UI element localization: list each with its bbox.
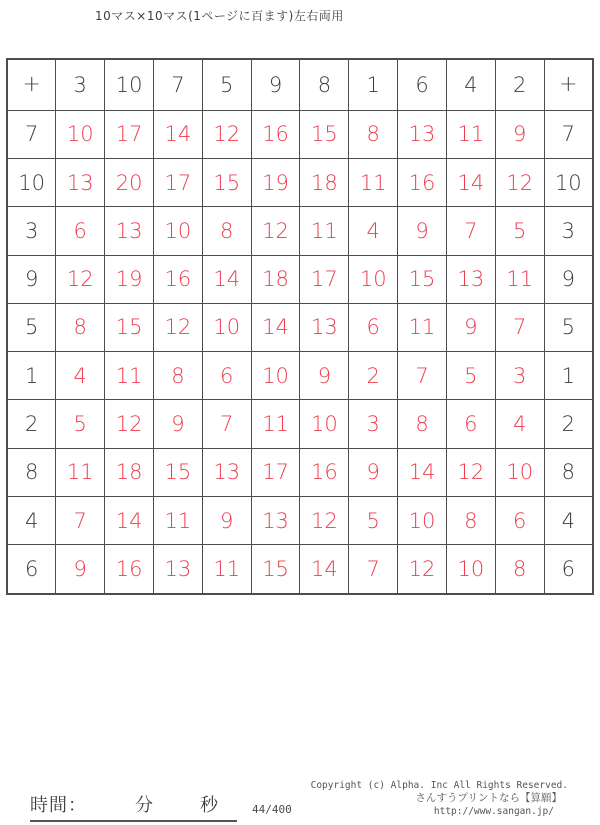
copyright-url: http://www.sangan.jp/ <box>433 806 554 817</box>
row-header-cell: 10 <box>544 158 593 206</box>
answer-cell: 15 <box>398 255 447 303</box>
answer-cell: 15 <box>202 158 251 206</box>
row-header-cell: 6 <box>7 545 56 594</box>
answer-cell: 11 <box>153 496 202 544</box>
answer-cell: 13 <box>446 255 495 303</box>
seconds-label: 秒 <box>200 795 219 816</box>
answer-cell: 11 <box>202 545 251 594</box>
answer-cell: 15 <box>251 545 300 594</box>
row-header-cell: 9 <box>7 255 56 303</box>
answer-cell: 2 <box>349 352 398 400</box>
answer-cell: 6 <box>202 352 251 400</box>
col-header-cell: 8 <box>300 59 349 110</box>
row-header-cell: 2 <box>544 400 593 448</box>
answer-cell: 10 <box>153 207 202 255</box>
answer-cell: 12 <box>398 545 447 594</box>
answer-cell: 11 <box>105 352 154 400</box>
grid-row <box>7 207 593 255</box>
answer-cell: 9 <box>495 110 544 158</box>
answer-cell: 12 <box>251 207 300 255</box>
answer-cell: 9 <box>349 448 398 496</box>
answer-cell: 6 <box>495 496 544 544</box>
answer-cell: 14 <box>300 545 349 594</box>
grid-row <box>7 400 593 448</box>
answer-cell: 8 <box>446 496 495 544</box>
answer-cell: 13 <box>398 110 447 158</box>
answer-cell: 7 <box>446 207 495 255</box>
answer-cell: 8 <box>153 352 202 400</box>
answer-cell: 14 <box>251 303 300 351</box>
answer-cell: 7 <box>202 400 251 448</box>
time-label: 時間： <box>30 795 87 816</box>
answer-cell: 11 <box>398 303 447 351</box>
answer-cell: 8 <box>56 303 105 351</box>
answer-cell: 12 <box>56 255 105 303</box>
answer-cell: 14 <box>398 448 447 496</box>
answer-cell: 12 <box>202 110 251 158</box>
col-header-cell: 1 <box>349 59 398 110</box>
grid-row <box>7 352 593 400</box>
answer-cell: 10 <box>300 400 349 448</box>
answer-cell: 14 <box>153 110 202 158</box>
answer-cell: 5 <box>349 496 398 544</box>
answer-cell: 7 <box>398 352 447 400</box>
answer-cell: 16 <box>398 158 447 206</box>
answer-cell: 9 <box>56 545 105 594</box>
answer-cell: 20 <box>105 158 154 206</box>
answer-cell: 4 <box>495 400 544 448</box>
row-header-cell: 1 <box>7 352 56 400</box>
col-header-cell: 4 <box>446 59 495 110</box>
answer-cell: 4 <box>349 207 398 255</box>
answer-cell: 17 <box>300 255 349 303</box>
answer-cell: 19 <box>105 255 154 303</box>
answer-cell: 10 <box>495 448 544 496</box>
answer-cell: 8 <box>349 110 398 158</box>
addition-grid <box>6 58 594 595</box>
operator-cell: + <box>7 59 56 110</box>
grid-row <box>7 110 593 158</box>
row-header-cell: 5 <box>7 303 56 351</box>
answer-cell: 7 <box>56 496 105 544</box>
answer-cell: 17 <box>153 158 202 206</box>
row-header-cell: 10 <box>7 158 56 206</box>
answer-cell: 3 <box>349 400 398 448</box>
answer-cell: 6 <box>349 303 398 351</box>
row-header-cell: 5 <box>544 303 593 351</box>
answer-cell: 10 <box>446 545 495 594</box>
answer-cell: 11 <box>300 207 349 255</box>
answer-cell: 11 <box>446 110 495 158</box>
answer-cell: 11 <box>251 400 300 448</box>
answer-cell: 9 <box>202 496 251 544</box>
answer-cell: 10 <box>349 255 398 303</box>
row-header-cell: 3 <box>7 207 56 255</box>
answer-cell: 13 <box>202 448 251 496</box>
row-header-cell: 4 <box>544 496 593 544</box>
col-header-cell: 5 <box>202 59 251 110</box>
grid-row <box>7 496 593 544</box>
answer-cell: 10 <box>202 303 251 351</box>
time-entry-line <box>30 791 237 822</box>
answer-cell: 5 <box>495 207 544 255</box>
answer-cell: 10 <box>398 496 447 544</box>
row-header-cell: 2 <box>7 400 56 448</box>
page-title: 10マス×10マス(1ページに百ます)左右両用 <box>95 9 344 23</box>
answer-cell: 12 <box>105 400 154 448</box>
answer-cell: 13 <box>105 207 154 255</box>
answer-cell: 13 <box>300 303 349 351</box>
answer-cell: 11 <box>56 448 105 496</box>
col-header-cell: 6 <box>398 59 447 110</box>
answer-cell: 18 <box>300 158 349 206</box>
grid-row <box>7 545 593 594</box>
col-header-cell: 3 <box>56 59 105 110</box>
answer-cell: 16 <box>153 255 202 303</box>
col-header-cell: 2 <box>495 59 544 110</box>
answer-cell: 13 <box>153 545 202 594</box>
answer-cell: 5 <box>446 352 495 400</box>
minutes-label: 分 <box>135 795 154 816</box>
answer-cell: 6 <box>56 207 105 255</box>
answer-cell: 14 <box>105 496 154 544</box>
answer-cell: 12 <box>153 303 202 351</box>
answer-cell: 12 <box>495 158 544 206</box>
col-header-cell: 10 <box>105 59 154 110</box>
answer-cell: 8 <box>202 207 251 255</box>
answer-cell: 9 <box>398 207 447 255</box>
answer-cell: 17 <box>105 110 154 158</box>
row-header-cell: 8 <box>7 448 56 496</box>
answer-cell: 9 <box>153 400 202 448</box>
answer-cell: 14 <box>446 158 495 206</box>
answer-cell: 8 <box>495 545 544 594</box>
grid-header-row <box>7 59 593 110</box>
sheet-number: 44/400 <box>252 803 292 816</box>
col-header-cell: 9 <box>251 59 300 110</box>
row-header-cell: 1 <box>544 352 593 400</box>
row-header-cell: 3 <box>544 207 593 255</box>
copyright-line: Copyright (c) Alpha. Inc All Rights Reserved. <box>310 780 568 791</box>
answer-cell: 7 <box>349 545 398 594</box>
answer-cell: 18 <box>105 448 154 496</box>
answer-cell: 12 <box>446 448 495 496</box>
row-header-cell: 8 <box>544 448 593 496</box>
grid-row <box>7 448 593 496</box>
answer-cell: 14 <box>202 255 251 303</box>
operator-cell: + <box>544 59 593 110</box>
answer-cell: 15 <box>300 110 349 158</box>
answer-cell: 16 <box>105 545 154 594</box>
answer-cell: 19 <box>251 158 300 206</box>
row-header-cell: 6 <box>544 545 593 594</box>
answer-cell: 9 <box>446 303 495 351</box>
answer-cell: 7 <box>495 303 544 351</box>
answer-cell: 18 <box>251 255 300 303</box>
grid-row <box>7 255 593 303</box>
row-header-cell: 4 <box>7 496 56 544</box>
grid-row <box>7 158 593 206</box>
answer-cell: 13 <box>251 496 300 544</box>
row-header-cell: 9 <box>544 255 593 303</box>
answer-cell: 8 <box>398 400 447 448</box>
answer-cell: 3 <box>495 352 544 400</box>
answer-cell: 13 <box>56 158 105 206</box>
grid-row <box>7 303 593 351</box>
answer-cell: 17 <box>251 448 300 496</box>
answer-cell: 5 <box>56 400 105 448</box>
copyright-block <box>311 779 568 818</box>
answer-cell: 16 <box>300 448 349 496</box>
answer-cell: 10 <box>251 352 300 400</box>
row-header-cell: 7 <box>544 110 593 158</box>
answer-cell: 12 <box>300 496 349 544</box>
copyright-site-name: さんすうプリントなら【算願】 <box>415 792 562 804</box>
answer-cell: 15 <box>105 303 154 351</box>
col-header-cell: 7 <box>153 59 202 110</box>
answer-cell: 9 <box>300 352 349 400</box>
answer-cell: 15 <box>153 448 202 496</box>
answer-cell: 16 <box>251 110 300 158</box>
answer-cell: 11 <box>349 158 398 206</box>
answer-cell: 4 <box>56 352 105 400</box>
answer-cell: 11 <box>495 255 544 303</box>
answer-cell: 6 <box>446 400 495 448</box>
answer-cell: 10 <box>56 110 105 158</box>
row-header-cell: 7 <box>7 110 56 158</box>
